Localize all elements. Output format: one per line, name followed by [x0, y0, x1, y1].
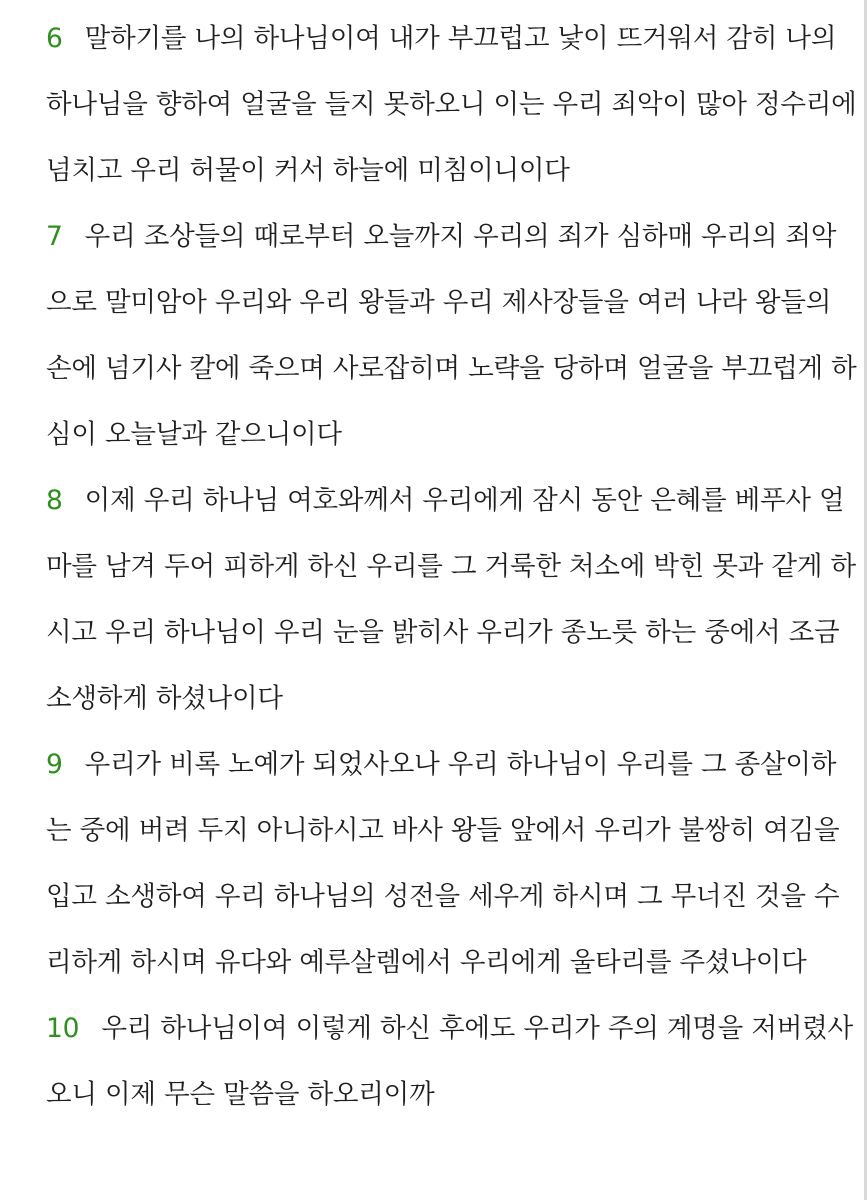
verse-number: 10	[46, 1013, 80, 1044]
verse-text: 우리가 비록 노예가 되었사오나 우리 하나님이 우리를 그 종살이하는 중에 버려 두지 아니하시고 바사 왕들 앞에서 우리가 불쌍히 여김을 입고 소생하여 우리 하나님의 성전을 세우게 하시며 그 무너진 것을 수리하게 하시며 유다와 예루살렘에서 우리에게 울타리를 주셨나이다	[46, 749, 840, 978]
verse-10[interactable]	[46, 996, 858, 1128]
verse-number: 8	[46, 485, 63, 516]
verse-6[interactable]	[46, 6, 858, 204]
verse-number: 6	[46, 23, 63, 54]
verse-list	[46, 6, 858, 1194]
verse-text: 말하기를 나의 하나님이여 내가 부끄럽고 낯이 뜨거워서 감히 나의 하나님을 향하여 얼굴을 들지 못하오니 이는 우리 죄악이 많아 정수리에 넘치고 우리 허물이 커서 하늘에 미침이니이다	[46, 23, 857, 186]
verse-text: 우리 하나님이여 이렇게 하신 후에도 우리가 주의 계명을 저버렸사오니 이제 무슨 말씀을 하오리이까	[46, 1013, 853, 1110]
verse-9[interactable]	[46, 732, 858, 996]
verse-text: 우리 조상들의 때로부터 오늘까지 우리의 죄가 심하매 우리의 죄악으로 말미암아 우리와 우리 왕들과 우리 제사장들을 여러 나라 왕들의 손에 넘기사 칼에 죽으며 사로잡히며 노략을 당하며 얼굴을 부끄럽게 하심이 오늘날과 같으니이다	[46, 221, 857, 450]
verse-7[interactable]	[46, 204, 858, 468]
verse-text: 이제 우리 하나님 여호와께서 우리에게 잠시 동안 은혜를 베푸사 얼마를 남겨 두어 피하게 하신 우리를 그 거룩한 처소에 박힌 못과 같게 하시고 우리 하나님이 우리 눈을 밝히사 우리가 종노릇 하는 중에서 조금 소생하게 하셨나이다	[46, 485, 856, 714]
verse-8[interactable]	[46, 468, 858, 732]
verse-number: 9	[46, 749, 63, 780]
verse-number: 7	[46, 221, 63, 252]
